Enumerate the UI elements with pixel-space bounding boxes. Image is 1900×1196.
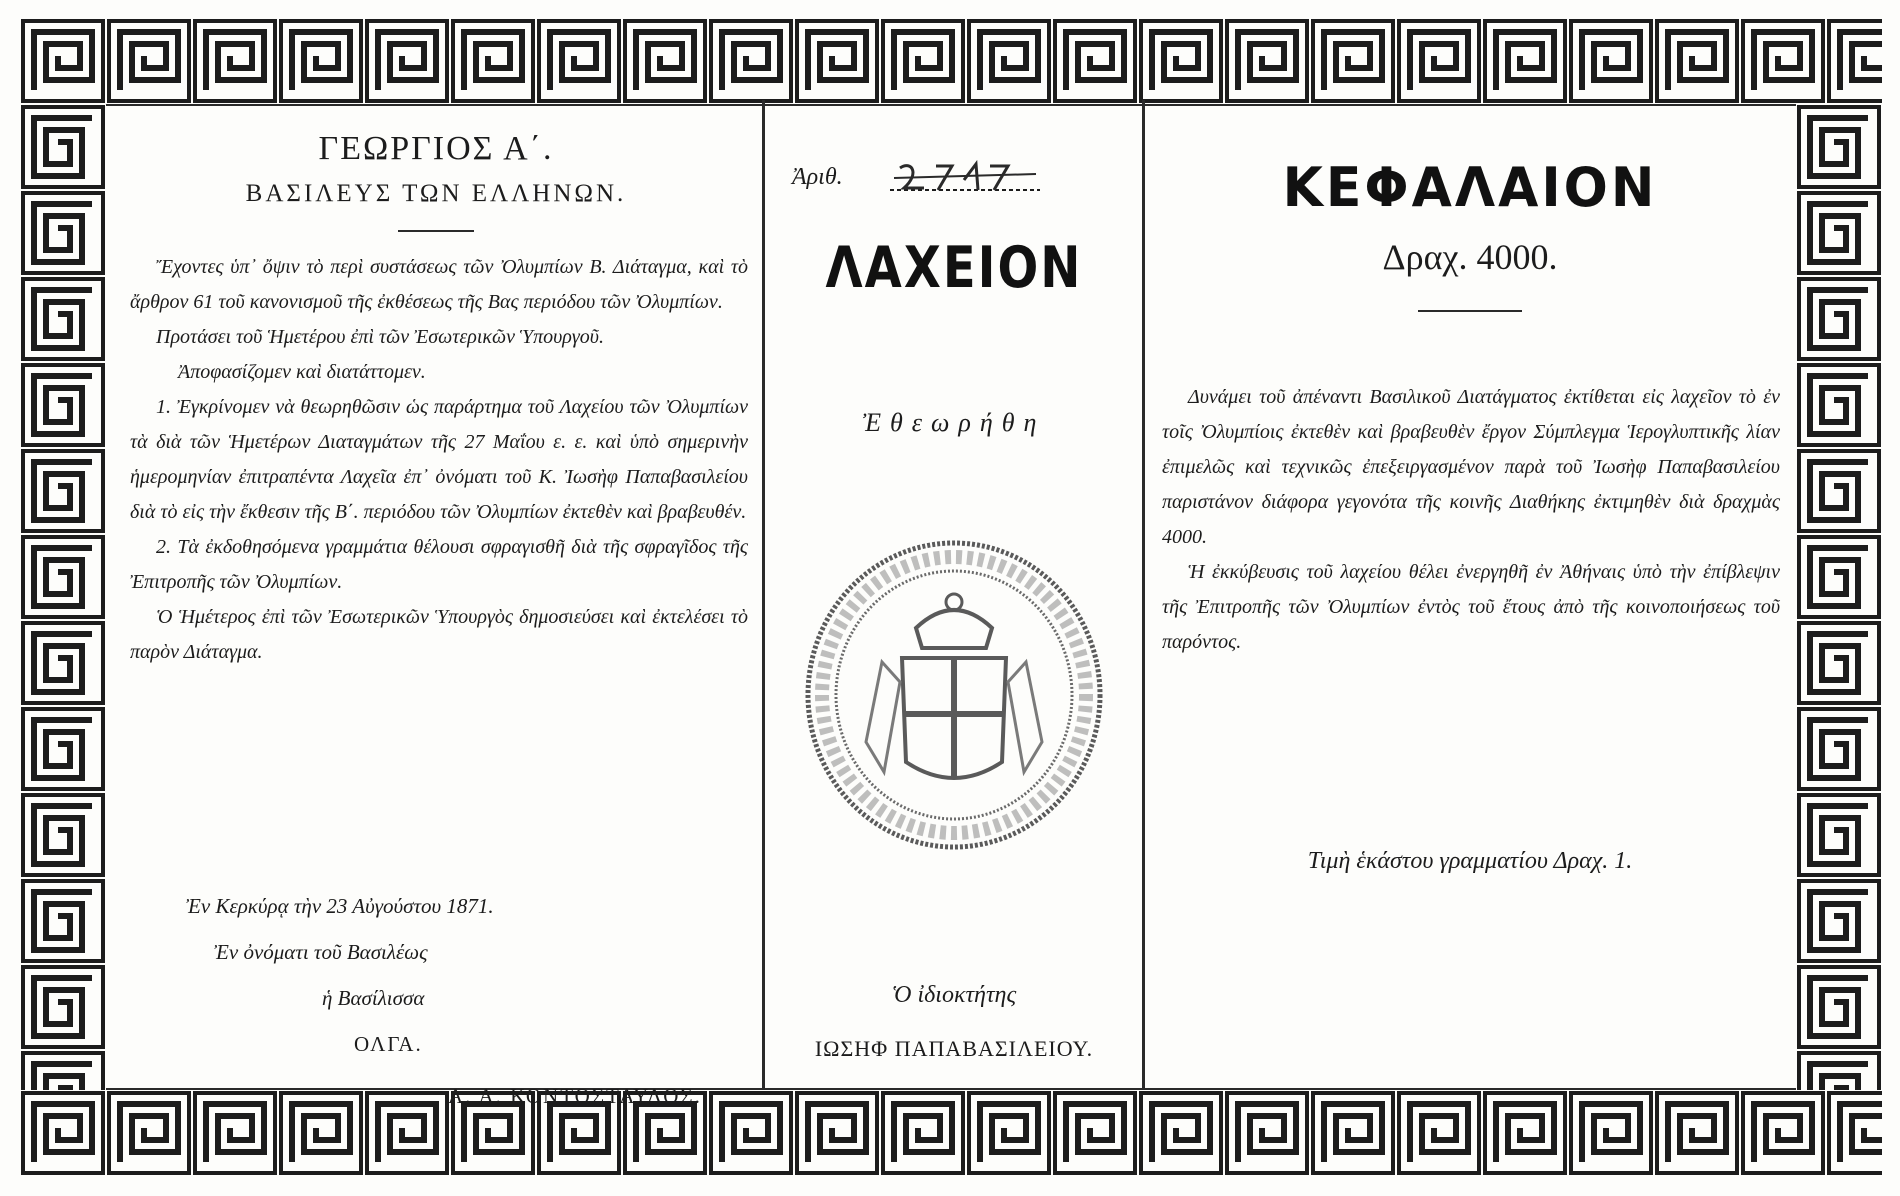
- column-divider-right: [1142, 100, 1145, 1090]
- queen-title: ἡ Βασίλισσα: [322, 986, 425, 1010]
- lottery-title: ΛΑΧΕΙΟΝ: [825, 234, 1083, 302]
- decree-article: 2. Τὰ ἐκδοθησόμενα γραμμάτια θέλουσι σφραγισθῆ διὰ τῆς σφραγῖδος τῆς Ἐπιτροπῆς τῶν Ὀλυμπίων.: [130, 536, 748, 593]
- inner-frame-bottom: [106, 1088, 1796, 1090]
- conditions-paragraph: Ἡ ἐκκύβευσις τοῦ λαχείου θέλει ἐνεργηθῆ ἐν Ἀθήναις ὑπὸ τὴν ἐπίβλεψιν τῆς Ἐπιτροπῆς τῶν Ὀλυμπίων ἐντὸς τοῦ ἔτους ἀπὸ τῆς κοινοποιήσεως τοῦ παρόντος.: [1162, 561, 1780, 653]
- verified-label: Ἐθεωρήθη: [862, 408, 1046, 437]
- capital-amount: Δραχ. 4000.: [1382, 237, 1558, 277]
- ticket-price: Τιμὴ ἑκάστου γραμματίου Δραχ. 1.: [1307, 848, 1633, 874]
- decree-paragraph: Ἀποφασίζομεν καὶ διατάττομεν.: [178, 361, 426, 383]
- queen-signature: ΟΛΓΑ.: [354, 1032, 423, 1056]
- minister-signature: Α. Α. ΚΟΝΤΟΣΤΑΥΛΟΣ.: [448, 1084, 702, 1108]
- ticket-stub-column: [772, 112, 1136, 1080]
- column-divider-left: [762, 100, 765, 1090]
- decree-text: [130, 250, 748, 670]
- committee-seal-icon: [796, 532, 1112, 858]
- decree-article: 1. Ἐγκρίνομεν νὰ θεωρηθῶσιν ὡς παράρτημα τοῦ Λαχείου τῶν Ὀλυμπίων τὰ διὰ τῶν Ἡμετέρων Διαταγμάτων τῆς 27 Μαΐου ε. ε. καὶ ὑπὸ σημερινὴν ἡμερομηνίαν ἐπιτραπέντα Λαχεῖα ἐπ᾽ ὀνόματι τοῦ Κ. Ἰωσὴφ Παπαβασιλείου διὰ τὸ εἰς τὴν ἔκθεσιν τῆς Β΄. περιόδου τῶν Ὀλυμπίων ἐκτεθὲν καὶ βραβευθέν.: [130, 396, 748, 523]
- decree-column: [116, 112, 756, 1108]
- amount-rule: [1418, 310, 1522, 312]
- number-label: Ἀριθ.: [792, 164, 843, 190]
- king-subtitle: ΒΑΣΙΛΕΥΣ ΤΩΝ ΕΛΛΗΝΩΝ.: [245, 180, 627, 207]
- capital-column: [1152, 112, 1788, 1080]
- meander-border-left: [20, 104, 106, 1090]
- conditions-paragraph: Δυνάμει τοῦ ἀπέναντι Βασιλικοῦ Διατάγματος ἐκτίθεται εἰς λαχεῖον τὸ ἐν τοῖς Ὀλυμπίοις ἐκτεθὲν καὶ βραβευθὲν ἔργον Σύμπλεγμα Ἱερογλυπτικῆς λίαν ἐπιμελῶς καὶ τεχνικῶς ἐπεξειργασμένον παρὰ τοῦ Ἰωσὴφ Παπαβασιλείου παριστάνον διάφορα γεγονότα τῆς κοινῆς Διαθήκης ἐκτιμηθὲν διὰ δραχμὰς 4000.: [1162, 386, 1780, 548]
- title-rule: [398, 230, 474, 232]
- meander-border-right: [1796, 104, 1882, 1090]
- conditions-text: [1162, 380, 1780, 660]
- inner-frame-top: [106, 104, 1796, 106]
- on-behalf-of-king: Ἐν ὀνόματι τοῦ Βασιλέως: [214, 940, 428, 964]
- handwritten-number-icon: [890, 160, 1040, 196]
- king-title: ΓΕΩΡΓΙΟΣ Α΄.: [318, 130, 554, 167]
- decree-paragraph: Ἔχοντες ὑπ᾽ ὄψιν τὸ περὶ συστάσεως τῶν Ὀλυμπίων Β. Διάταγμα, καὶ τὸ ἄρθρον 61 τοῦ κανονισμοῦ τῆς ἐκθέσεως τῆς Βας περιόδου τῶν Ὀλυμπίων.: [130, 256, 748, 313]
- decree-date: Ἐν Κερκύρᾳ τὴν 23 Αὐγούστου 1871.: [186, 894, 494, 918]
- meander-border-top: [20, 18, 1882, 104]
- decree-paragraph: Προτάσει τοῦ Ἡμετέρου ἐπὶ τῶν Ἐσωτερικῶν Ὑπουργοῦ.: [156, 326, 604, 348]
- meander-border-bottom: [20, 1090, 1882, 1176]
- owner-name: ΙΩΣΗΦ ΠΑΠΑΒΑΣΙΛΕΙΟΥ.: [814, 1036, 1094, 1061]
- decree-paragraph: Ὁ Ἡμέτερος ἐπὶ τῶν Ἐσωτερικῶν Ὑπουργὸς δημοσιεύσει καὶ ἐκτελέσει τὸ παρὸν Διάταγμα.: [130, 606, 748, 663]
- owner-label: Ὁ ἰδιοκτήτης: [891, 982, 1017, 1008]
- capital-title: ΚΕΦΑΛΑΙΟΝ: [1282, 156, 1658, 220]
